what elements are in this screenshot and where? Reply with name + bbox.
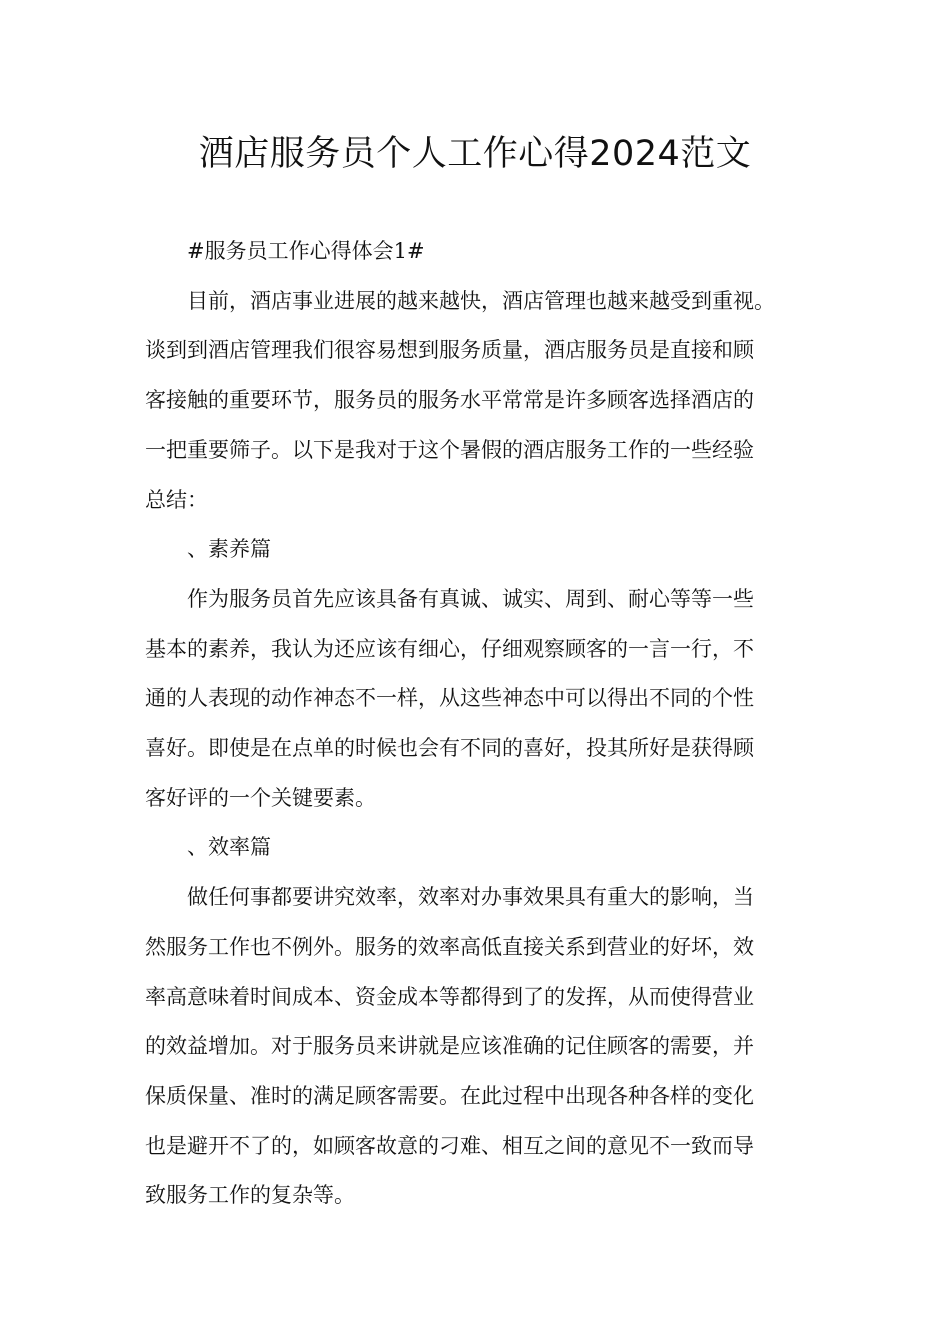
- document-body: [145, 227, 810, 1221]
- intro-paragraph: 目前，酒店事业进展的越来越快，酒店管理也越来越受到重视。 谈到到酒店管理我们很容易想到服务质量，酒店服务员是直接和顾 客接触的重要环节，服务员的服务水平常常是许多顾客选择酒店的 一把重要筛子。以下是我对于这个暑假的酒店服务工作的一些经验 总结：: [145, 288, 775, 512]
- suyang-paragraph: 作为服务员首先应该具备有真诚、诚实、周到、耐心等等一些 基本的素养，我认为还应该有细心，仔细观察顾客的一言一行，不 通的人表现的动作神态不一样，从这些神态中可以得出不同的个性 喜好。即使是在点单的时候也会有不同的喜好，投其所好是获得顾 客好评的一个关键要素。: [145, 586, 754, 810]
- section-tag: #服务员工作心得体会1#: [187, 239, 425, 263]
- section-heading-suyang: 、素养篇: [187, 537, 271, 562]
- section-heading-xiaolv: 、效率篇: [187, 835, 271, 860]
- xiaolv-paragraph: 做任何事都要讲究效率，效率对办事效果具有重大的影响，当 然服务工作也不例外。服务的效率高低直接关系到营业的好坏，效 率高意味着时间成本、资金成本等都得到了的发挥，从而使得营业 的效益增加。对于服务员来讲就是应该准确的记住顾客的需要，并 保质保量、准时的满足顾客需要。在此过程中出现各种各样的变化 也是避开不了的，如顾客故意的刁难、相互之间的意见不一致而导 致服务工作的复杂等。: [145, 885, 754, 1208]
- document-title: 酒店服务员个人工作心得2024范文: [198, 134, 752, 174]
